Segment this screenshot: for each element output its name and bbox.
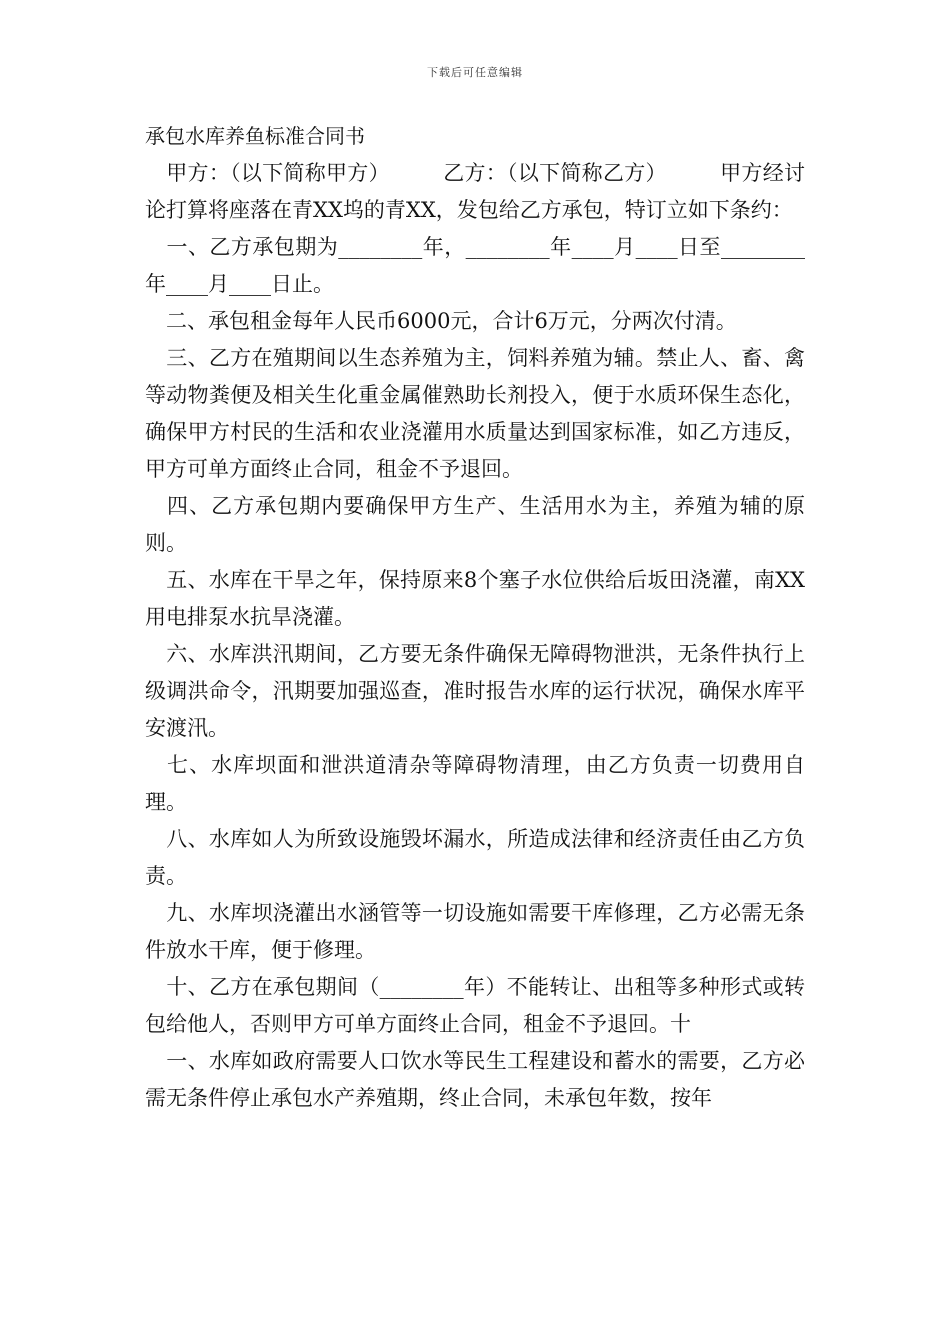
header-note: 下载后可任意编辑: [427, 66, 523, 79]
paragraph-9: 九、水库坝浇灌出水涵管等一切设施如需要干库修理，乙方必需无条件放水干库，便于修理。: [145, 901, 805, 962]
paragraph-11: 一、水库如政府需要人口饮水等民生工程建设和蓄水的需要，乙方必需无条件停止承包水产养殖期，终止合同，未承包年数，按年: [145, 1049, 805, 1110]
document-title: 承包水库养鱼标准合同书: [145, 124, 365, 148]
paragraph-3: 三、乙方在殖期间以生态养殖为主，饲料养殖为辅。禁止人、畜、禽等动物粪便及相关生化重金属催熟助长剂投入，便于水质环保生态化，确保甲方村民的生活和农业浇灌用水质量达到国家标准，如乙方违反，甲方可单方面终止合同，租金不予退回。: [145, 346, 805, 481]
paragraph-7: 七、水库坝面和泄洪道清杂等障碍物清理，由乙方负责一切费用自理。: [145, 753, 805, 814]
document-body: [145, 155, 805, 1117]
paragraph-6: 六、水库洪汛期间，乙方要无条件确保无障碍物泄洪，无条件执行上级调洪命令，汛期要加强巡查，准时报告水库的运行状况，确保水库平安渡汛。: [145, 642, 805, 740]
paragraph-1: 一、乙方承包期为________年，________年____月____日至________年____月____日止。: [145, 235, 805, 296]
paragraph-8: 八、水库如人为所致设施毁坏漏水，所造成法律和经济责任由乙方负责。: [145, 827, 805, 888]
paragraph-5: 五、水库在干旱之年，保持原来8个塞子水位供给后坂田浇灌，南XX用电排泵水抗旱浇灌。: [145, 568, 805, 629]
paragraph-2: 二、承包租金每年人民币6000元，合计6万元，分两次付清。: [145, 309, 737, 333]
paragraph-4: 四、乙方承包期内要确保甲方生产、生活用水为主，养殖为辅的原则。: [145, 494, 805, 555]
paragraph-10: 十、乙方在承包期间（________年）不能转让、出租等多种形式或转包给他人，否则甲方可单方面终止合同，租金不予退回。十: [145, 975, 805, 1036]
paragraph-intro: 甲方：（以下简称甲方） 乙方：（以下简称乙方） 甲方经讨论打算将座落在青XX坞的青XX，发包给乙方承包，特订立如下条约：: [145, 161, 805, 222]
